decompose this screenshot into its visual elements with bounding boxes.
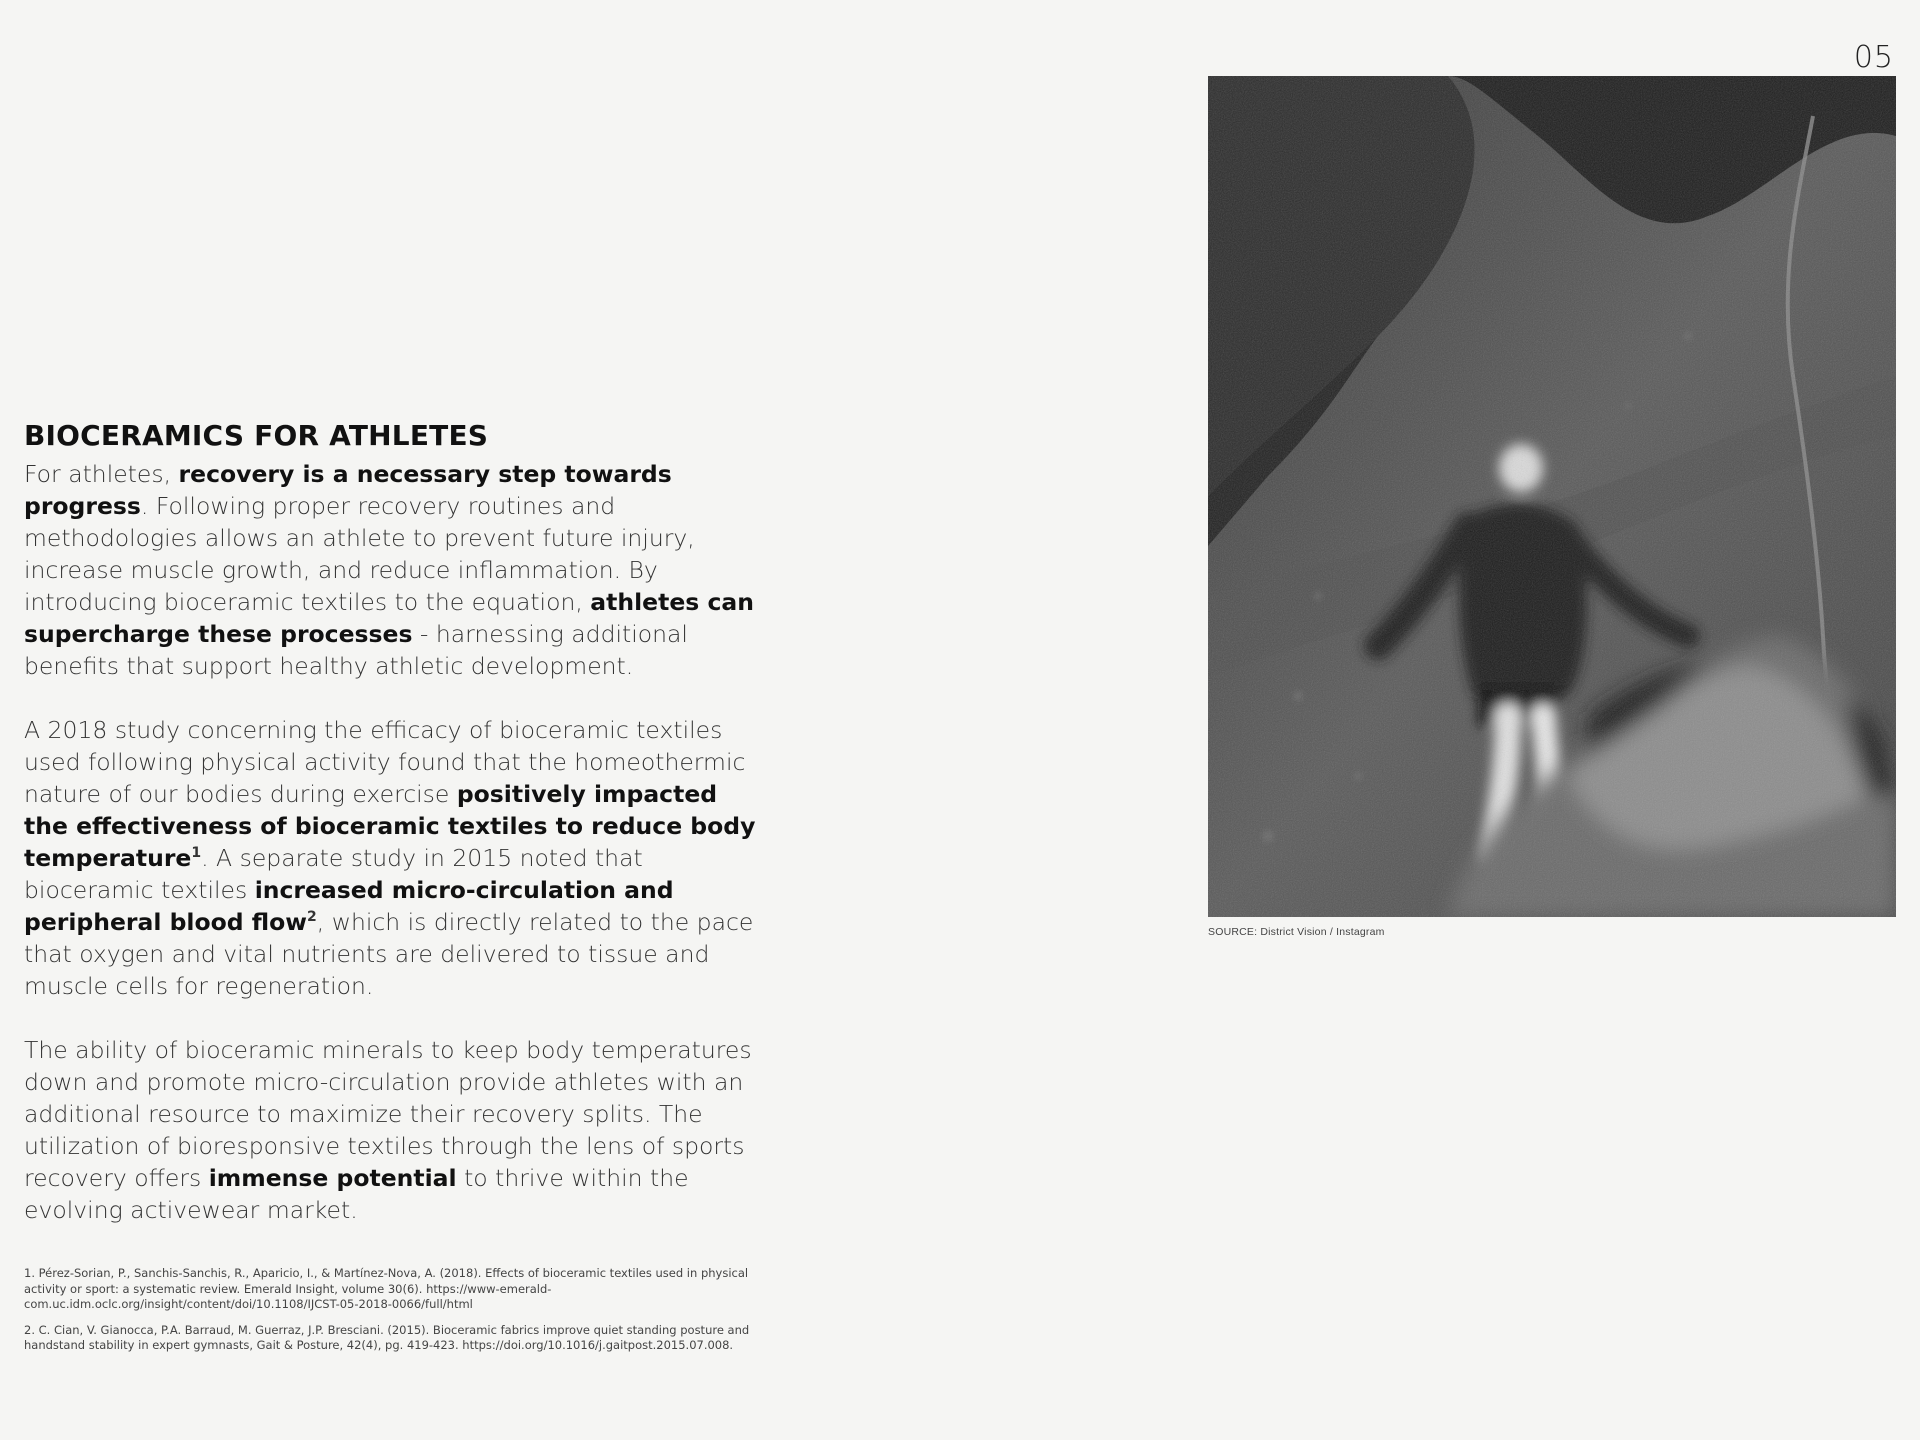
p1-text: - harnessing additional benefits that support healthy athletic development. [24,620,688,680]
article-title: BIOCERAMICS FOR ATHLETES [24,419,489,452]
mountain-scene-image [1208,76,1896,917]
p1-text: For athletes, [24,460,179,488]
paragraph-2 [24,714,764,1002]
paragraph-3 [24,1034,764,1226]
footnote-ref-2: 2 [307,909,317,925]
p1-text: . Following proper recovery routines and methodologies allows an athlete to prevent future injury, increase muscle growth, and reduce inflammation. By introducing bioceramic textiles to the equation, [24,492,695,616]
p2-emphasis: positively impacted the effectiveness of bioceramic textiles to reduce body temperature [24,780,756,872]
p2-text: A 2018 study concerning the efficacy of bioceramic textiles used following physical activity found that the homeothermic nature of our bodies during exercise [24,716,746,808]
footnote-2: 2. C. Cian, V. Gianocca, P.A. Barraud, M. Guerraz, J.P. Bresciani. (2015). Bioceramic fabrics improve quiet standing posture and handstand stability in expert gymnasts, Gait & Posture, 42(4), pg. 419-423. https://doi.org/10.1016/j.gaitpost.2015.07.008. [24,1322,750,1352]
footnote-1: 1. Pérez-Sorian, P., Sanchis-Sanchis, R., Aparicio, I., & Martínez-Nova, A. (2018). Effects of bioceramic textiles used in physical activity or sport: a systematic review. Emerald Insight, volume 30(6). https://www-emerald-com.uc.idm.oclc.org/insight/content/doi/10.1108/IJCST-05-2018-0066/full/html [24,1266,749,1311]
p3-text: to thrive within the evolving activewear market. [24,1164,689,1224]
image-caption: SOURCE: District Vision / Instagram [1208,926,1385,938]
p3-emphasis: immense potential [208,1164,457,1192]
p2-text: . A separate study in 2015 noted that bioceramic textiles [24,844,643,904]
article [24,414,764,1258]
footnotes [24,1266,764,1364]
p3-text: The ability of bioceramic minerals to keep body temperatures down and promote micro-circulation provide athletes with an additional resource to maximize their recovery splits. The utilization of bioresponsive textiles through the lens of sports recovery offers [24,1036,752,1192]
p1-emphasis: athletes can supercharge these processes [24,588,754,648]
page-number: 05 [1853,40,1894,75]
p2-text: , which is directly related to the pace that oxygen and vital nutrients are delivered to tissue and muscle cells for regeneration. [24,908,754,1000]
p1-emphasis: recovery is a necessary step towards progress [24,460,672,520]
p2-emphasis: increased micro-circulation and peripheral blood flow [24,876,674,936]
footnote-ref-1: 1 [191,845,202,861]
hiker-photo [1208,76,1896,917]
paragraph-1 [24,458,764,682]
